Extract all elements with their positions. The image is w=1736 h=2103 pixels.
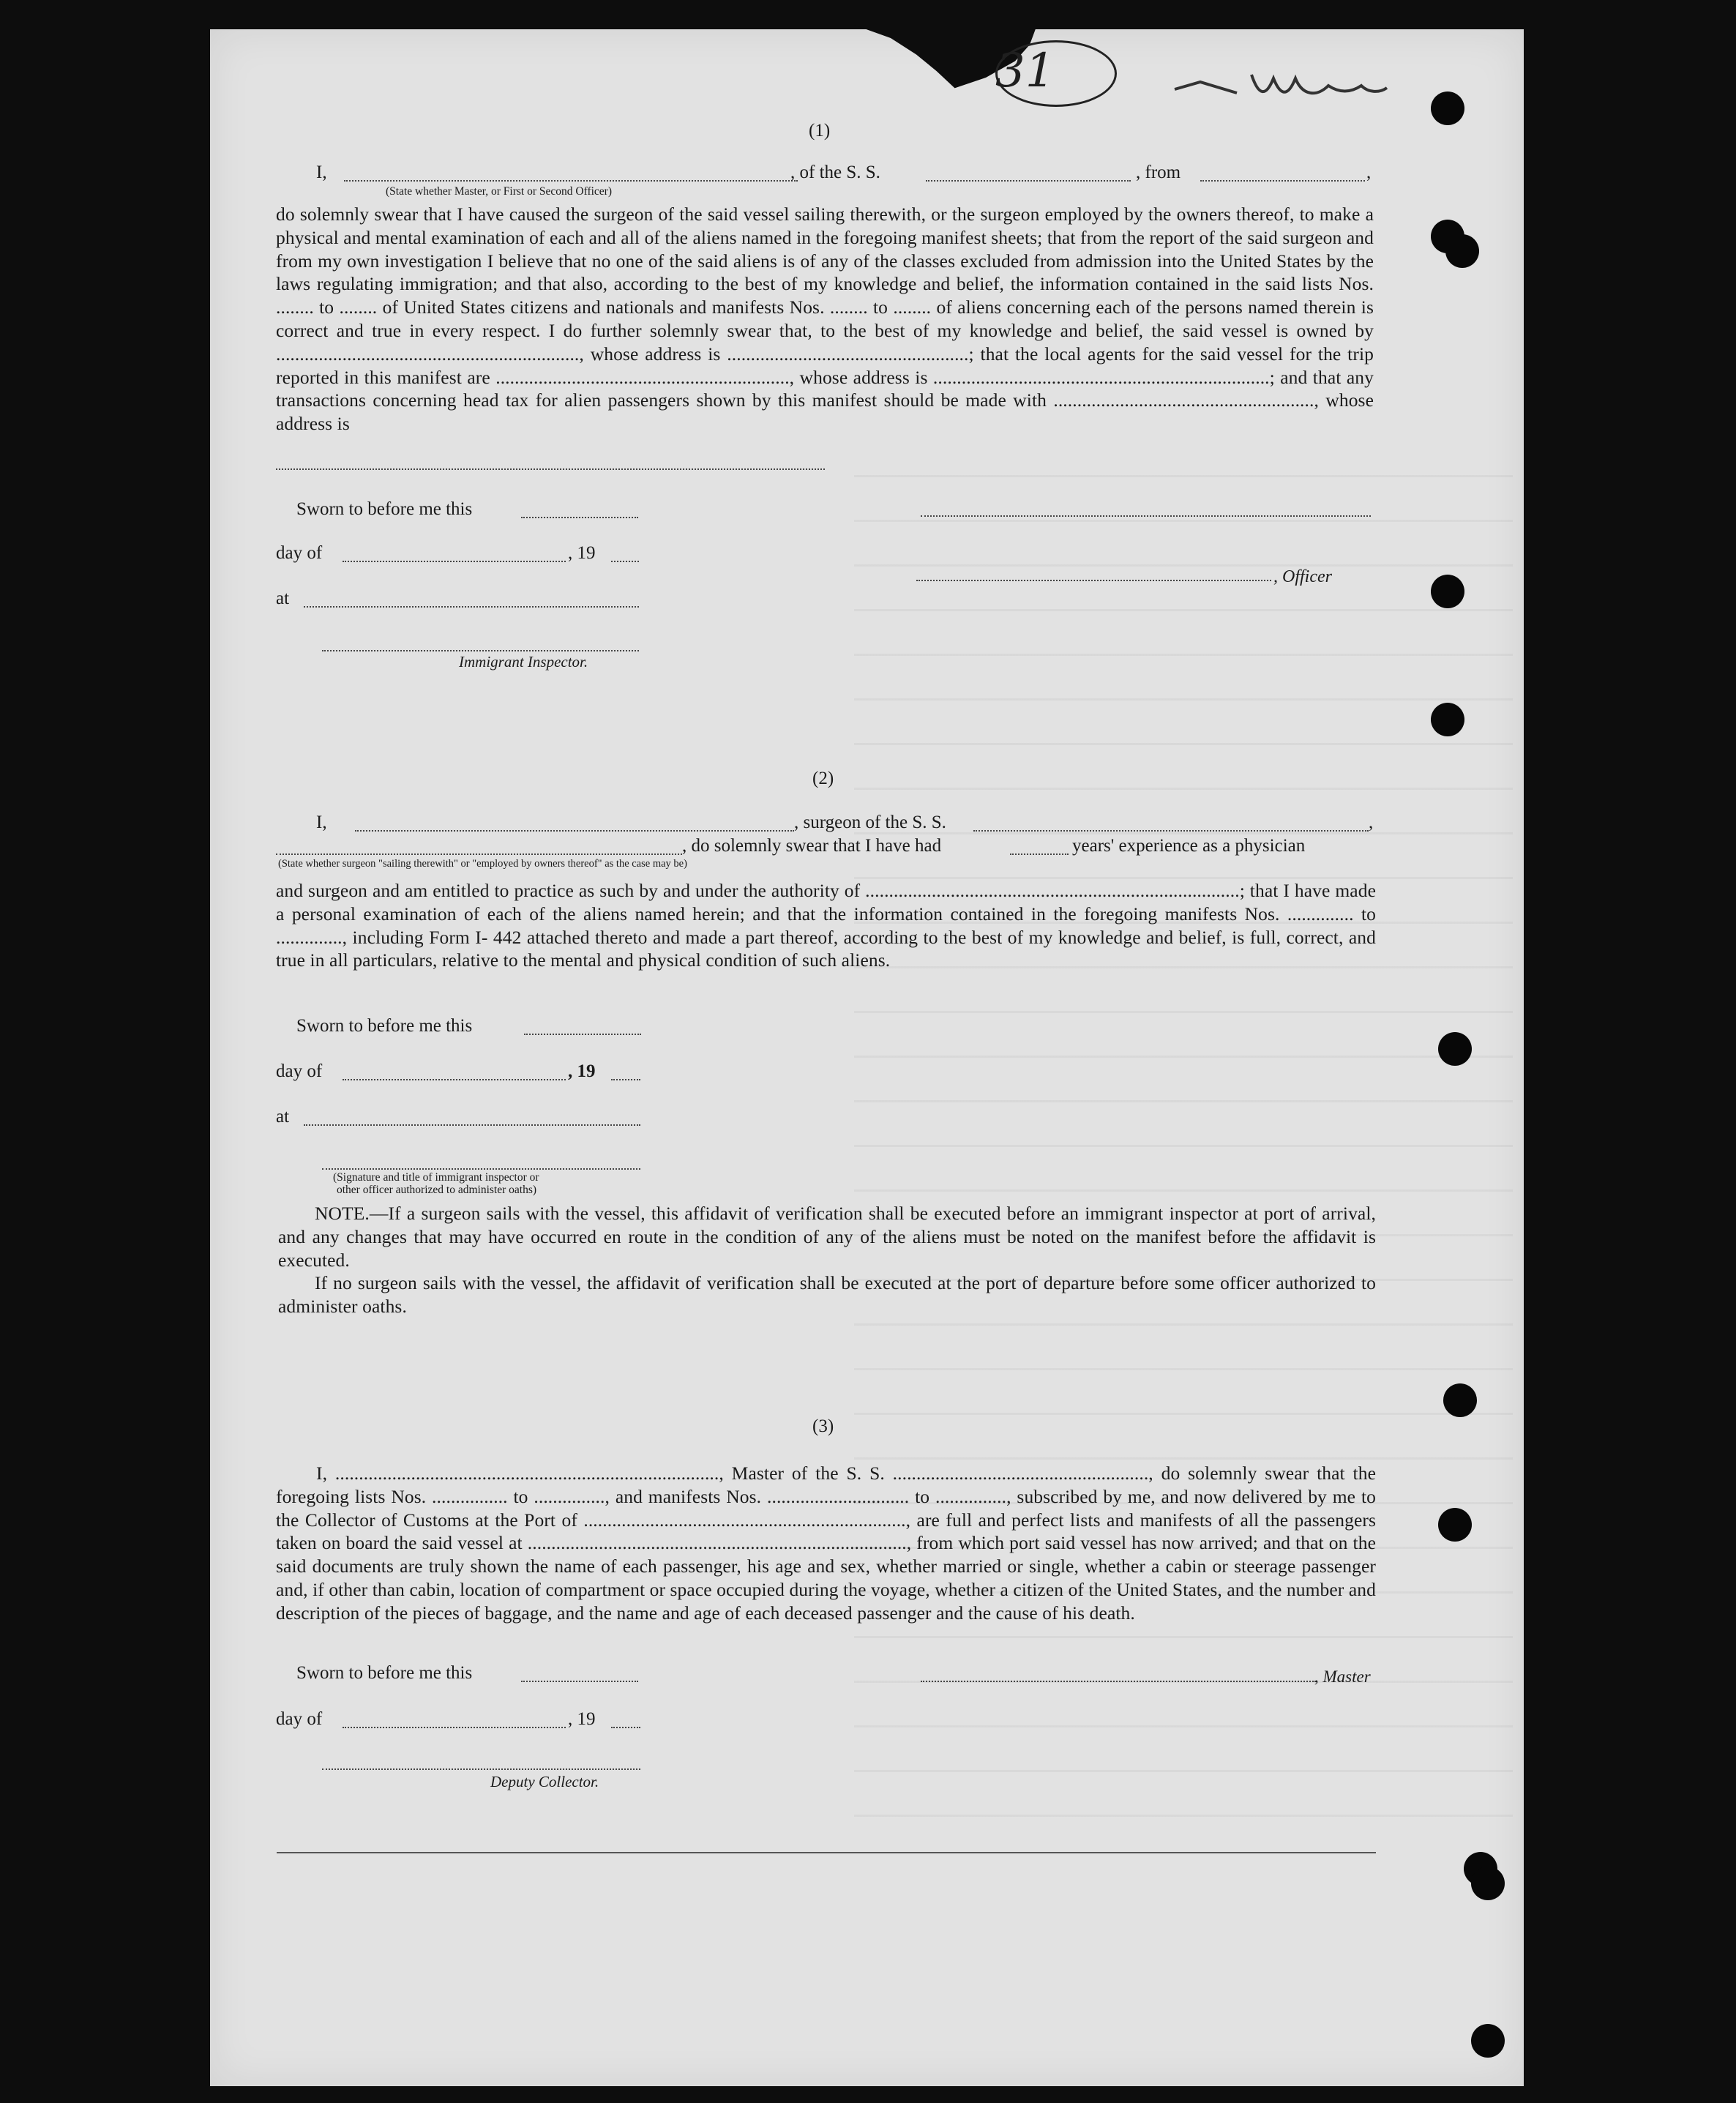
section-2-signature-note-1: (Signature and title of immigrant inspector or <box>333 1171 539 1184</box>
section-2-comma: , <box>1369 813 1374 832</box>
punch-hole <box>1438 1032 1472 1066</box>
section-2-surgeon-ss: , surgeon of the S. S. <box>794 813 946 832</box>
section-3-master: , Master <box>1314 1667 1371 1686</box>
section-1-marker: (1) <box>809 121 831 141</box>
fill-line <box>322 1768 640 1770</box>
section-3-sworn: Sworn to before me this <box>296 1663 473 1683</box>
punch-hole <box>1431 703 1464 736</box>
section-1-at: at <box>276 589 290 608</box>
section-1-inspector: Immigrant Inspector. <box>459 653 588 671</box>
section-1-day-of: day of <box>276 543 323 563</box>
section-2-signature-note-2: other officer authorized to administer oaths) <box>337 1184 537 1196</box>
fill-line <box>1010 853 1069 855</box>
section-1-comma: , <box>1366 163 1372 182</box>
section-1-officer: , Officer <box>1273 567 1332 586</box>
bleed-through-area <box>854 468 1513 1859</box>
officer-signature-line <box>921 515 1371 517</box>
section-2-body: and surgeon and am entitled to practice as such by and under the authority of ...............................................................................; that I have made a personal examination of each of the aliens named herein; and that the information contained in the foregoing manifests Nos. .............. to .............., including Form I- 442 attached thereto and made a part thereof, according to the best of my knowledge and belief, is full, correct, and true in all particulars, relative to the mental and physical condition of such aliens. <box>276 880 1376 971</box>
section-1-of-ss: , of the S. S. <box>790 163 880 182</box>
fill-line <box>322 1168 640 1170</box>
punch-hole <box>1445 234 1479 268</box>
section-2-i: I, <box>316 813 327 832</box>
section-2-state-note: (State whether surgeon "sailing therewith" or "employed by owners thereof" as the case may be) <box>278 858 687 870</box>
section-1-year: , 19 <box>568 543 596 563</box>
section-1-body: do solemnly swear that I have caused the surgeon of the said vessel sailing therewith, or the surgeon employed by the owners thereof, to make a physical and mental examination of each and all of the aliens named in the foregoing manifest sheets; that from the report of the said surgeon and from my own investigation I believe that no one of the said aliens is of any of the classes excluded from admission into the United States by the laws regulating immigration; and that also, according to the best of my knowledge and belief, the information contained in the said lists Nos. ........ to ........ of United States citizens and nationals and manifests Nos. ........ to ........ of aliens concerning each of the persons named therein is correct and true in every respect. I do further solemnly swear that, to the best of my knowledge and belief, the said vessel is owned by ................................................................, whose address is ...................................................; that the local agents for the said vessel for the trip reported in this manifest are .............................................................., whose address is .......................................................................; and that any transactions concerning head tax for alien passengers shown by this manifest should be made with ......................................................., whose address is <box>276 203 1374 435</box>
fill-line <box>304 1124 640 1126</box>
section-2-at: at <box>276 1107 290 1127</box>
punch-hole <box>1471 1867 1505 1900</box>
fill-line <box>611 561 639 562</box>
bottom-rule <box>277 1852 1376 1853</box>
fill-line <box>916 580 1271 581</box>
fill-line <box>276 853 682 855</box>
handwritten-signature <box>1171 67 1391 104</box>
punch-hole <box>1431 91 1464 125</box>
fill-line <box>276 468 825 470</box>
fill-line <box>973 830 1369 832</box>
section-2-swear: , do solemnly swear that I have had <box>682 836 942 856</box>
fill-line <box>344 180 798 182</box>
fill-line <box>524 1034 641 1035</box>
fill-line <box>611 1727 640 1728</box>
section-3-day-of: day of <box>276 1709 323 1729</box>
section-2-day-of: day of <box>276 1061 323 1081</box>
section-2-sworn: Sworn to before me this <box>296 1016 473 1036</box>
section-2-year: , 19 <box>568 1061 596 1081</box>
fill-line <box>343 1727 566 1728</box>
fill-line <box>521 517 638 518</box>
section-2-marker: (2) <box>812 769 834 788</box>
fill-line <box>1200 180 1365 182</box>
fill-line <box>322 650 639 651</box>
fill-line <box>343 561 566 562</box>
section-3-body: I, ................................................................................., Master of the S. S. ......................................................, do solemnly swear that the foregoing lists Nos. ................ to ..............., and manifests Nos. .............................. to ..............., subscribed by me, and now delivered by me to the Collector of Customs at the Port of ...................................................................., are full and perfect lists and manifests of all the passengers taken on board the said vessel at ................................................................................, from which port said vessel has now arrived; and that on the said documents are truly shown the name of each passenger, his age and sex, whether married or single, whether a cabin or steerage passenger and, if other than cabin, location of compartment or space occupied during the voyage, whether a citizen of the United States, and the number and description of the pieces of baggage, and the name and age of each deceased passenger and the cause of his death. <box>276 1463 1376 1624</box>
fill-line <box>343 1079 566 1080</box>
section-1-state-note: (State whether Master, or First or Second Officer) <box>386 185 613 198</box>
handwritten-number: 31 <box>995 44 1055 98</box>
punch-hole <box>1431 575 1464 608</box>
fill-line <box>521 1681 638 1682</box>
section-3-deputy: Deputy Collector. <box>490 1773 599 1790</box>
fill-line <box>304 606 639 608</box>
fill-line <box>611 1079 640 1080</box>
section-1-from: , from <box>1136 163 1181 182</box>
punch-hole <box>1438 1508 1472 1542</box>
punch-hole <box>1443 1383 1477 1417</box>
master-signature-line <box>921 1681 1316 1682</box>
section-2-years: years' experience as a physician <box>1072 836 1306 856</box>
section-2-note-2: If no surgeon sails with the vessel, the affidavit of verification shall be executed at the port of departure before some officer authorized to administer oaths. <box>278 1272 1376 1317</box>
fill-line <box>355 830 794 832</box>
section-3-year: , 19 <box>568 1709 596 1729</box>
punch-hole <box>1471 2024 1505 2058</box>
section-1-i: I, <box>316 163 327 182</box>
section-3-marker: (3) <box>812 1416 834 1436</box>
section-2-note-1: NOTE.—If a surgeon sails with the vessel, this affidavit of verification shall be executed before an immigrant inspector at port of arrival, and any changes that may have occurred en route in the condition of any of the aliens must be noted on the manifest before the affidavit is executed. <box>278 1203 1376 1271</box>
section-1-sworn: Sworn to before me this <box>296 499 473 519</box>
fill-line <box>926 180 1131 182</box>
